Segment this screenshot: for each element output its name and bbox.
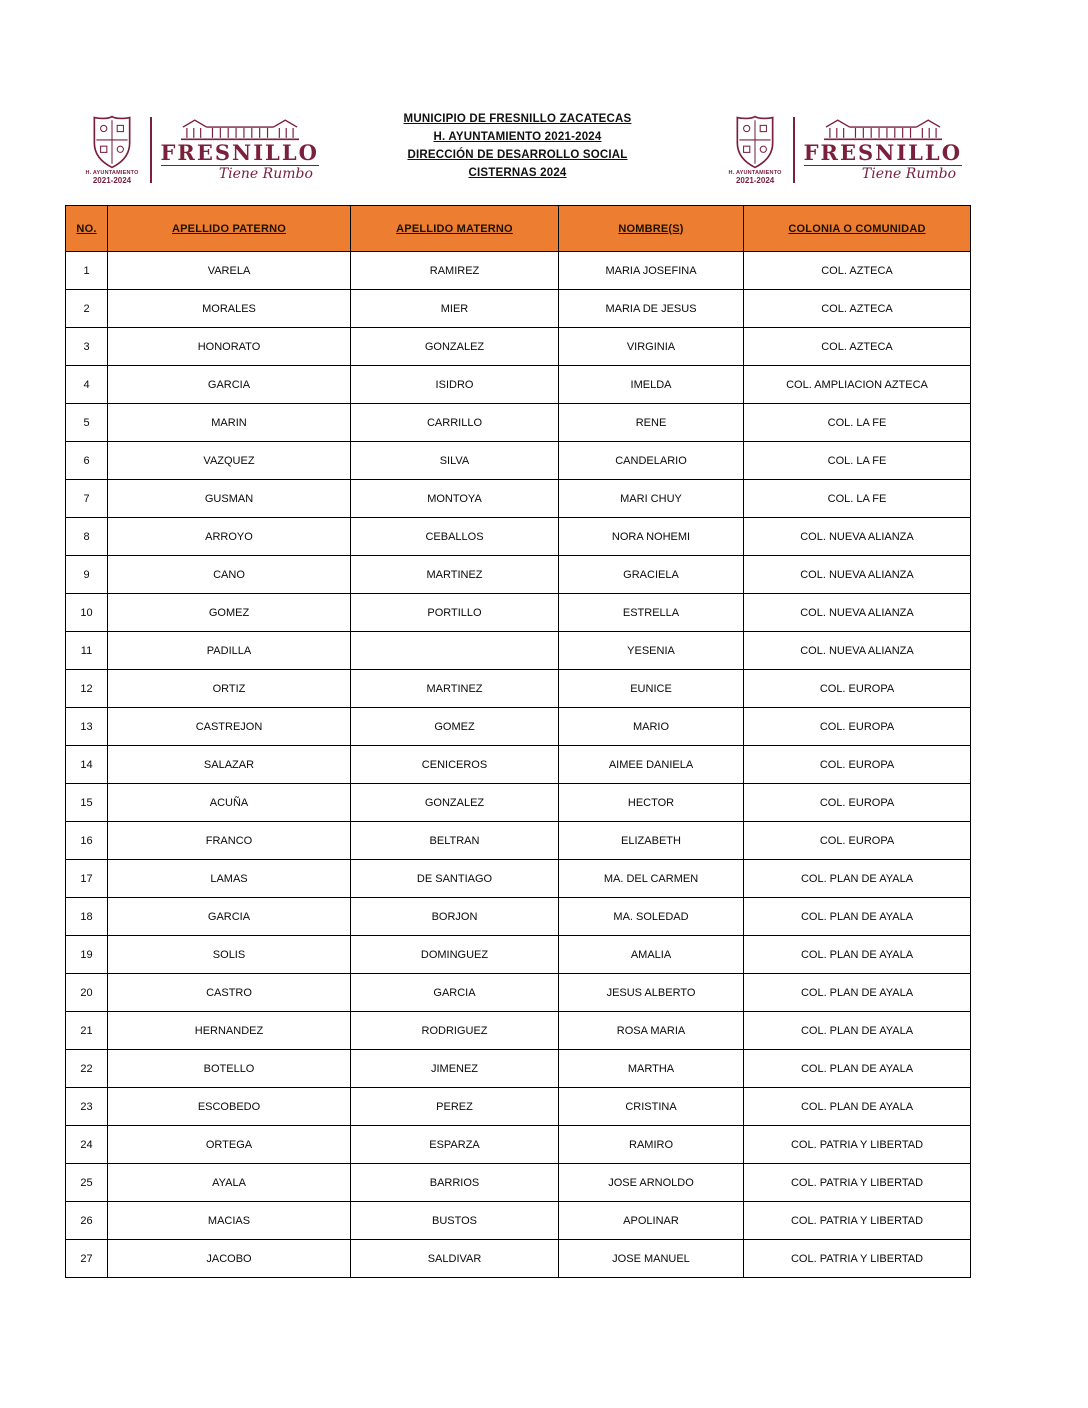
table-cell: VAZQUEZ: [108, 442, 351, 480]
table-cell: MARTHA: [559, 1050, 744, 1088]
title-line-3: DIRECCIÓN DE DESARROLLO SOCIAL: [407, 149, 628, 161]
crest-shield-icon: [90, 115, 134, 169]
table-cell: MA. DEL CARMEN: [559, 860, 744, 898]
table-cell: COL. PATRIA Y LIBERTAD: [744, 1240, 971, 1278]
table-row: [66, 708, 971, 746]
table-cell: 9: [66, 556, 108, 594]
table-cell: COL. EUROPA: [744, 746, 971, 784]
table-row: [66, 518, 971, 556]
table-cell: MACIAS: [108, 1202, 351, 1240]
table-row: [66, 632, 971, 670]
table-cell: GUSMAN: [108, 480, 351, 518]
table-cell: GOMEZ: [108, 594, 351, 632]
table-cell: COL. PLAN DE AYALA: [744, 936, 971, 974]
table-cell: COL. LA FE: [744, 442, 971, 480]
table-cell: COL. PATRIA Y LIBERTAD: [744, 1202, 971, 1240]
crest-caption: H. AYUNTAMIENTO: [728, 170, 782, 176]
table-cell: HERNANDEZ: [108, 1012, 351, 1050]
table-cell: GRACIELA: [559, 556, 744, 594]
table-cell: COL. LA FE: [744, 480, 971, 518]
table-cell: JOSE MANUEL: [559, 1240, 744, 1278]
table-cell: 5: [66, 404, 108, 442]
table-cell: COL. NUEVA ALIANZA: [744, 594, 971, 632]
table-cell: PADILLA: [108, 632, 351, 670]
table-cell: JIMENEZ: [351, 1050, 559, 1088]
table-cell: 24: [66, 1126, 108, 1164]
wordmark-left: [161, 118, 319, 182]
table-cell: COL. EUROPA: [744, 708, 971, 746]
table-header-cell: NOMBRE(S): [559, 206, 744, 252]
table-cell: COL. AZTECA: [744, 328, 971, 366]
table-cell: 13: [66, 708, 108, 746]
beneficiaries-table: [65, 205, 971, 1278]
table-cell: COL. NUEVA ALIANZA: [744, 556, 971, 594]
table-cell: ACUÑA: [108, 784, 351, 822]
table-cell: 12: [66, 670, 108, 708]
crest-caption-years: 2021-2024: [92, 176, 132, 185]
table-cell: COL. AZTECA: [744, 252, 971, 290]
table-cell: RAMIRO: [559, 1126, 744, 1164]
colonnade-icon: [181, 118, 299, 142]
logo-wordmark: FRESNILLO: [803, 140, 962, 165]
crest-left: [83, 115, 141, 185]
table-cell: 4: [66, 366, 108, 404]
table-cell: 19: [66, 936, 108, 974]
table-cell: YESENIA: [559, 632, 744, 670]
table-cell: 2: [66, 290, 108, 328]
table-cell: COL. PLAN DE AYALA: [744, 1012, 971, 1050]
table-header-cell: APELLIDO MATERNO: [351, 206, 559, 252]
logo-divider: [150, 117, 152, 183]
table-body: [66, 252, 971, 1278]
table-cell: MORALES: [108, 290, 351, 328]
table-cell: ORTEGA: [108, 1126, 351, 1164]
table-cell: NORA NOHEMI: [559, 518, 744, 556]
table-header-cell: COLONIA O COMUNIDAD: [744, 206, 971, 252]
table-cell: VARELA: [108, 252, 351, 290]
table-row: [66, 746, 971, 784]
table-cell: GARCIA: [351, 974, 559, 1012]
table-cell: EUNICE: [559, 670, 744, 708]
table-cell: MARIO: [559, 708, 744, 746]
table-cell: BORJON: [351, 898, 559, 936]
document-title-block: [308, 110, 728, 182]
table-cell: CANDELARIO: [559, 442, 744, 480]
table-cell: CARRILLO: [351, 404, 559, 442]
table-cell: 1: [66, 252, 108, 290]
table-cell: 3: [66, 328, 108, 366]
table-row: [66, 556, 971, 594]
table-cell: APOLINAR: [559, 1202, 744, 1240]
table-header-cell: APELLIDO PATERNO: [108, 206, 351, 252]
table-cell: AIMEE DANIELA: [559, 746, 744, 784]
table-cell: MARTINEZ: [351, 556, 559, 594]
table-cell: 26: [66, 1202, 108, 1240]
table-row: [66, 784, 971, 822]
table-cell: BUSTOS: [351, 1202, 559, 1240]
table-cell: MIER: [351, 290, 559, 328]
table-cell: ROSA MARIA: [559, 1012, 744, 1050]
table-cell: HONORATO: [108, 328, 351, 366]
table-cell: MARIA DE JESUS: [559, 290, 744, 328]
table-cell: 7: [66, 480, 108, 518]
logo-right: [726, 106, 962, 194]
table-header-row: [66, 206, 971, 252]
table-cell: ARROYO: [108, 518, 351, 556]
table-cell: ESCOBEDO: [108, 1088, 351, 1126]
table-row: [66, 366, 971, 404]
page-header: [65, 104, 970, 199]
table-row: [66, 1164, 971, 1202]
table-cell: VIRGINIA: [559, 328, 744, 366]
table-cell: 22: [66, 1050, 108, 1088]
table-cell: 8: [66, 518, 108, 556]
title-line-2: H. AYUNTAMIENTO 2021-2024: [433, 131, 602, 143]
table-row: [66, 670, 971, 708]
table-cell: JACOBO: [108, 1240, 351, 1278]
table-row: [66, 1088, 971, 1126]
table-row: [66, 860, 971, 898]
table-cell: MARI CHUY: [559, 480, 744, 518]
table-cell: [351, 632, 559, 670]
table-cell: 18: [66, 898, 108, 936]
table-cell: CANO: [108, 556, 351, 594]
table-cell: COL. EUROPA: [744, 822, 971, 860]
logo-wordmark: FRESNILLO: [160, 140, 319, 165]
table-cell: COL. AMPLIACION AZTECA: [744, 366, 971, 404]
table-cell: 23: [66, 1088, 108, 1126]
table-row: [66, 898, 971, 936]
table-cell: CRISTINA: [559, 1088, 744, 1126]
table-cell: RODRIGUEZ: [351, 1012, 559, 1050]
crest-right: [726, 115, 784, 185]
table-cell: JOSE ARNOLDO: [559, 1164, 744, 1202]
table-cell: COL. PLAN DE AYALA: [744, 860, 971, 898]
table-cell: COL. PATRIA Y LIBERTAD: [744, 1126, 971, 1164]
table-cell: COL. PATRIA Y LIBERTAD: [744, 1164, 971, 1202]
table-cell: COL. PLAN DE AYALA: [744, 974, 971, 1012]
table-cell: COL. AZTECA: [744, 290, 971, 328]
table-cell: 14: [66, 746, 108, 784]
table-row: [66, 974, 971, 1012]
table-cell: MARTINEZ: [351, 670, 559, 708]
table-cell: 17: [66, 860, 108, 898]
table-cell: GONZALEZ: [351, 328, 559, 366]
table-cell: AYALA: [108, 1164, 351, 1202]
table-cell: SILVA: [351, 442, 559, 480]
crest-caption: H. AYUNTAMIENTO: [85, 170, 139, 176]
table-cell: 11: [66, 632, 108, 670]
title-line-4: CISTERNAS 2024: [468, 167, 567, 179]
table-cell: 16: [66, 822, 108, 860]
table-cell: MARIN: [108, 404, 351, 442]
logo-tagline: Tiene Rumbo: [218, 166, 313, 182]
table-cell: GONZALEZ: [351, 784, 559, 822]
table-cell: COL. NUEVA ALIANZA: [744, 632, 971, 670]
table-cell: MA. SOLEDAD: [559, 898, 744, 936]
table-cell: LAMAS: [108, 860, 351, 898]
table-cell: GOMEZ: [351, 708, 559, 746]
table-row: [66, 1126, 971, 1164]
table-cell: ISIDRO: [351, 366, 559, 404]
table-cell: DOMINGUEZ: [351, 936, 559, 974]
logo-divider: [793, 117, 795, 183]
crest-caption-years: 2021-2024: [735, 176, 775, 185]
table-cell: BELTRAN: [351, 822, 559, 860]
table-cell: COL. PLAN DE AYALA: [744, 1050, 971, 1088]
table-cell: PEREZ: [351, 1088, 559, 1126]
table-row: [66, 1240, 971, 1278]
table-row: [66, 290, 971, 328]
table-cell: ESTRELLA: [559, 594, 744, 632]
crest-shield-icon: [733, 115, 777, 169]
table-cell: 6: [66, 442, 108, 480]
wordmark-right: [804, 118, 962, 182]
table-cell: 21: [66, 1012, 108, 1050]
table-cell: BARRIOS: [351, 1164, 559, 1202]
table-cell: SALAZAR: [108, 746, 351, 784]
table-cell: AMALIA: [559, 936, 744, 974]
table-cell: JESUS ALBERTO: [559, 974, 744, 1012]
table-cell: BOTELLO: [108, 1050, 351, 1088]
table-cell: COL. PLAN DE AYALA: [744, 1088, 971, 1126]
table-cell: MARIA JOSEFINA: [559, 252, 744, 290]
title-line-1: MUNICIPIO DE FRESNILLO ZACATECAS: [403, 113, 632, 125]
table-row: [66, 404, 971, 442]
table-cell: MONTOYA: [351, 480, 559, 518]
table-row: [66, 1050, 971, 1088]
table-cell: 25: [66, 1164, 108, 1202]
table-row: [66, 822, 971, 860]
table-cell: ELIZABETH: [559, 822, 744, 860]
table-cell: COL. LA FE: [744, 404, 971, 442]
table-cell: SOLIS: [108, 936, 351, 974]
table-cell: PORTILLO: [351, 594, 559, 632]
table-cell: CENICEROS: [351, 746, 559, 784]
table-cell: SALDIVAR: [351, 1240, 559, 1278]
table-cell: COL. NUEVA ALIANZA: [744, 518, 971, 556]
table-header-cell: NO.: [66, 206, 108, 252]
table-cell: DE SANTIAGO: [351, 860, 559, 898]
table-row: [66, 1012, 971, 1050]
table-cell: HECTOR: [559, 784, 744, 822]
table-row: [66, 480, 971, 518]
table-row: [66, 936, 971, 974]
table-cell: COL. EUROPA: [744, 784, 971, 822]
table-cell: COL. EUROPA: [744, 670, 971, 708]
table-cell: CASTREJON: [108, 708, 351, 746]
table-cell: 15: [66, 784, 108, 822]
table-row: [66, 594, 971, 632]
table-row: [66, 252, 971, 290]
table-cell: COL. PLAN DE AYALA: [744, 898, 971, 936]
table-row: [66, 442, 971, 480]
logo-tagline: Tiene Rumbo: [861, 166, 956, 182]
table-row: [66, 1202, 971, 1240]
table-cell: IMELDA: [559, 366, 744, 404]
logo-left: [83, 106, 319, 194]
colonnade-icon: [824, 118, 942, 142]
table-cell: FRANCO: [108, 822, 351, 860]
table-cell: RAMIREZ: [351, 252, 559, 290]
table-cell: 27: [66, 1240, 108, 1278]
table-cell: ORTIZ: [108, 670, 351, 708]
table-cell: 20: [66, 974, 108, 1012]
table-cell: CASTRO: [108, 974, 351, 1012]
table-cell: 10: [66, 594, 108, 632]
table-cell: GARCIA: [108, 898, 351, 936]
table-cell: RENE: [559, 404, 744, 442]
table-cell: CEBALLOS: [351, 518, 559, 556]
table-cell: GARCIA: [108, 366, 351, 404]
table-row: [66, 328, 971, 366]
table-cell: ESPARZA: [351, 1126, 559, 1164]
